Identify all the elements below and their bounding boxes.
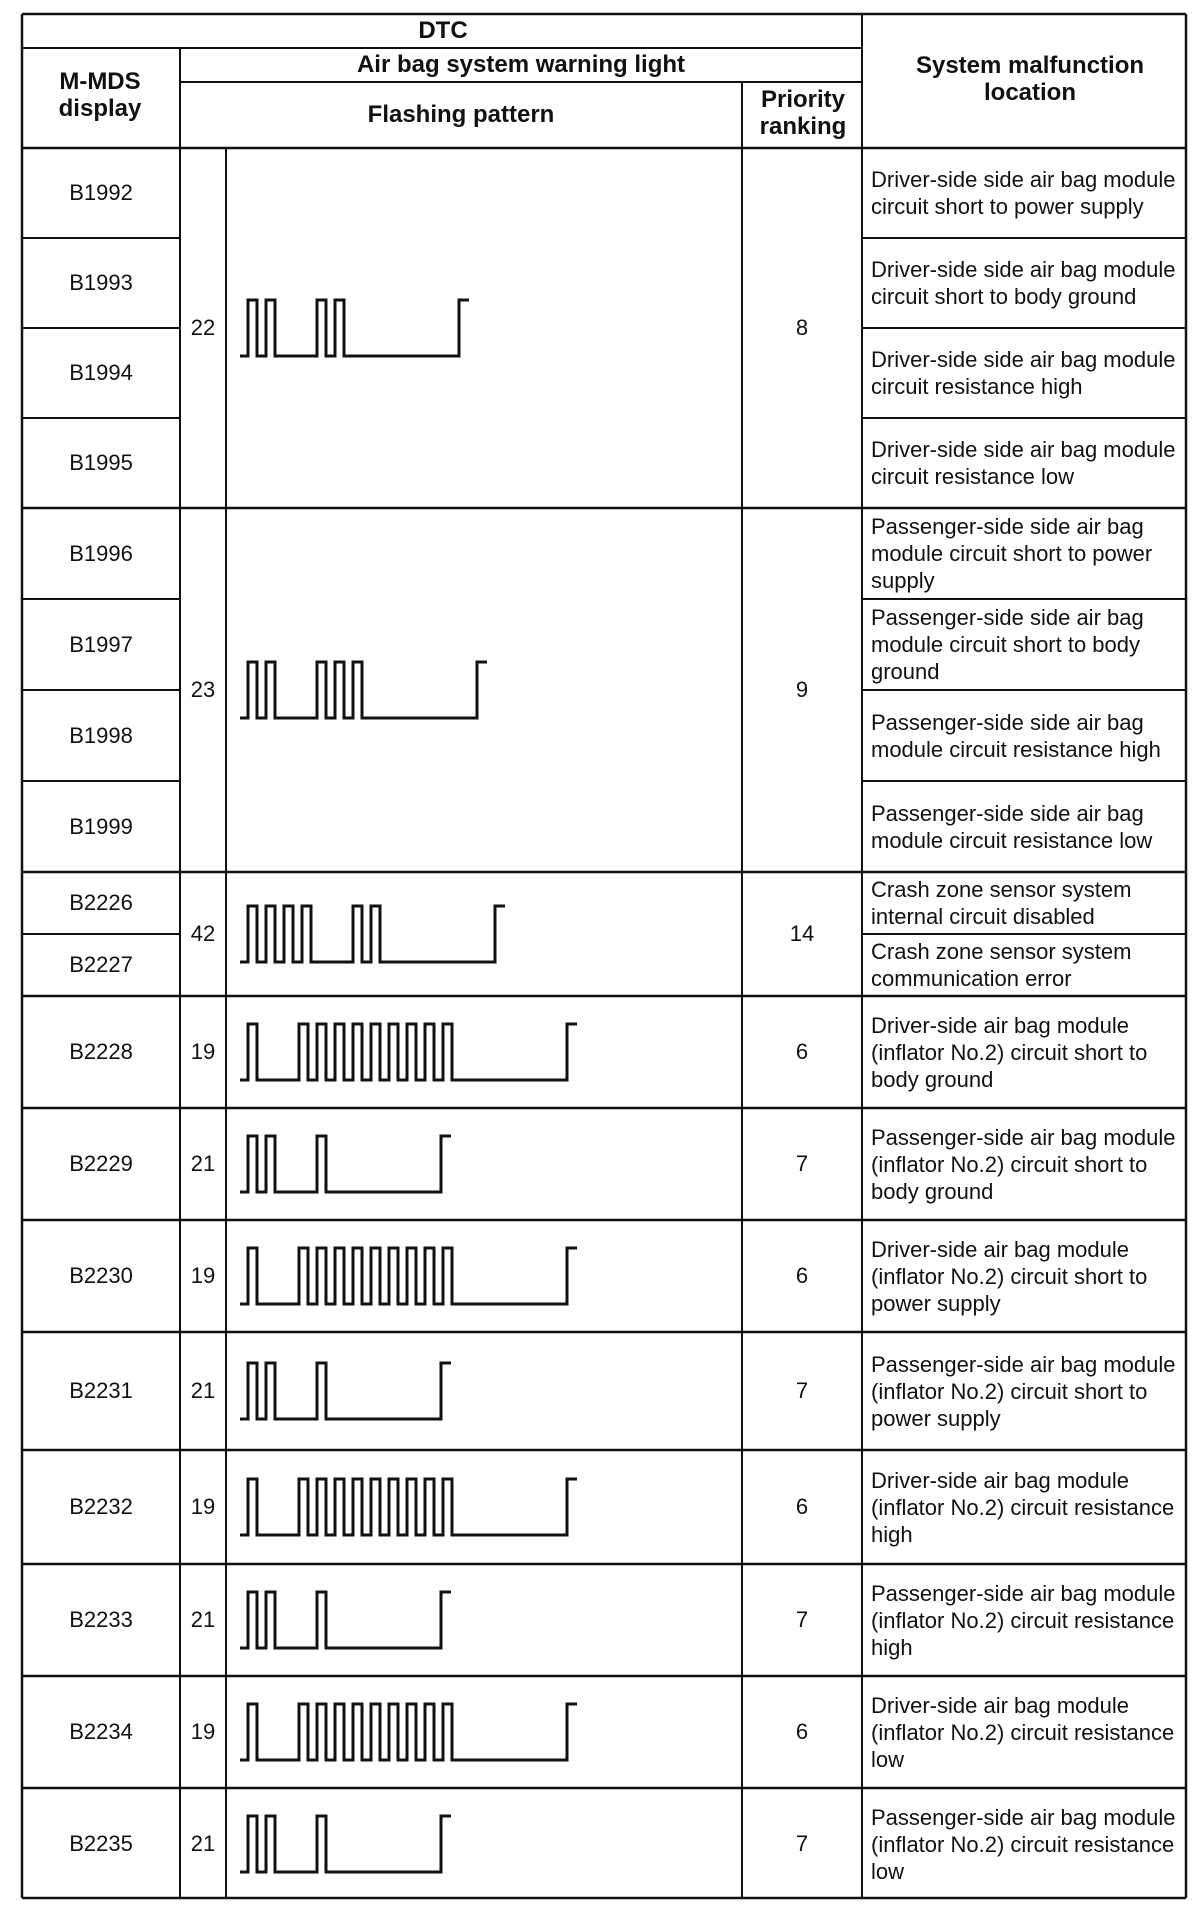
dtc-code: B1997 <box>69 631 133 657</box>
malfunction-location: Passenger-side air bag module (inflator No.2) circuit resistance low <box>871 1804 1176 1884</box>
malfunction-location: Driver-side air bag module (inflator No.2) circuit short to power supply <box>871 1236 1148 1316</box>
flash-code: 21 <box>190 1831 216 1856</box>
flashing-pattern-waveform <box>240 1136 451 1192</box>
dtc-code: B1999 <box>69 813 133 839</box>
flashing-pattern-waveform <box>240 1024 577 1080</box>
flashing-pattern-waveform <box>240 662 487 718</box>
dtc-code: B1995 <box>69 450 133 475</box>
malfunction-location: Driver-side air bag module (inflator No.2) circuit resistance high <box>871 1467 1175 1547</box>
dtc-code: B1993 <box>69 270 133 295</box>
flash-code: 19 <box>190 1494 216 1519</box>
flash-code: 22 <box>190 315 216 340</box>
priority-ranking: 7 <box>795 1607 809 1632</box>
malfunction-location: Crash zone sensor system communication error <box>871 939 1132 991</box>
priority-ranking: 6 <box>795 1039 809 1064</box>
flash-code: 19 <box>190 1039 216 1064</box>
priority-ranking: 8 <box>795 315 809 340</box>
dtc-code: B2230 <box>69 1263 133 1288</box>
malfunction-location: Driver-side air bag module (inflator No.2) circuit resistance low <box>871 1692 1175 1772</box>
priority-ranking: 7 <box>795 1831 809 1856</box>
malfunction-location: Passenger-side side air bag module circuit resistance low <box>871 800 1153 853</box>
dtc-code: B1994 <box>69 360 133 385</box>
flashing-pattern-waveform <box>240 1248 577 1304</box>
malfunction-location: Passenger-side side air bag module circuit resistance high <box>871 709 1161 762</box>
flash-code: 19 <box>190 1263 216 1288</box>
dtc-code: B2231 <box>69 1378 133 1403</box>
flash-code: 21 <box>190 1607 216 1632</box>
priority-ranking: 6 <box>795 1719 809 1744</box>
flashing-pattern-waveform <box>240 1704 577 1760</box>
dtc-code: B2233 <box>69 1607 133 1632</box>
dtc-code: B2229 <box>69 1151 133 1176</box>
malfunction-location: Passenger-side side air bag module circuit short to power supply <box>871 514 1153 593</box>
flash-code: 21 <box>190 1151 216 1176</box>
malfunction-location: Crash zone sensor system internal circuit disabled <box>871 877 1132 929</box>
dtc-code: B2226 <box>69 890 133 915</box>
flash-code: 23 <box>190 677 216 702</box>
malfunction-location: Driver-side side air bag module circuit resistance low <box>871 437 1176 489</box>
flashing-pattern-waveform <box>240 1816 451 1872</box>
dtc-code: B1992 <box>69 180 133 205</box>
priority-ranking: 7 <box>795 1378 809 1403</box>
dtc-code: B2227 <box>69 952 133 977</box>
malfunction-location: Driver-side side air bag module circuit resistance high <box>871 347 1176 399</box>
priority-ranking: 14 <box>789 921 815 946</box>
flash-code: 19 <box>190 1719 216 1744</box>
flashing-pattern-waveform <box>240 1363 451 1419</box>
flash-code: 21 <box>190 1378 216 1403</box>
header-mmds-display: M-MDS display <box>58 68 142 122</box>
flash-code: 42 <box>190 921 216 946</box>
malfunction-location: Passenger-side air bag module (inflator No.2) circuit short to power supply <box>871 1351 1176 1431</box>
priority-ranking: 7 <box>795 1151 809 1176</box>
priority-ranking: 6 <box>795 1494 809 1519</box>
priority-ranking: 6 <box>795 1263 809 1288</box>
flashing-pattern-waveform <box>240 1592 451 1648</box>
dtc-code: B2228 <box>69 1039 133 1064</box>
dtc-code: B1998 <box>69 722 133 748</box>
dtc-code: B2232 <box>69 1494 133 1519</box>
dtc-code: B2235 <box>69 1831 133 1856</box>
priority-ranking: 9 <box>795 677 809 702</box>
dtc-code: B2234 <box>69 1719 133 1744</box>
flashing-pattern-waveform <box>240 300 469 356</box>
header-flashing-pattern: Flashing pattern <box>367 100 555 128</box>
malfunction-location: Driver-side side air bag module circuit short to body ground <box>871 257 1176 309</box>
header-malfunction-location: System malfunction location <box>915 52 1145 106</box>
malfunction-location: Driver-side side air bag module circuit short to power supply <box>871 167 1176 219</box>
malfunction-location: Passenger-side side air bag module circuit short to body ground <box>871 605 1144 684</box>
malfunction-location: Driver-side air bag module (inflator No.2) circuit short to body ground <box>871 1012 1148 1092</box>
malfunction-location: Passenger-side air bag module (inflator No.2) circuit resistance high <box>871 1580 1176 1660</box>
header-priority-ranking: Priority ranking <box>759 86 847 140</box>
header-warning-light: Air bag system warning light <box>356 50 686 78</box>
malfunction-location: Passenger-side air bag module (inflator No.2) circuit short to body ground <box>871 1124 1176 1204</box>
flashing-pattern-waveform <box>240 906 505 962</box>
header-dtc: DTC <box>418 16 468 44</box>
flashing-pattern-waveform <box>240 1479 577 1535</box>
dtc-code: B1996 <box>69 540 133 566</box>
